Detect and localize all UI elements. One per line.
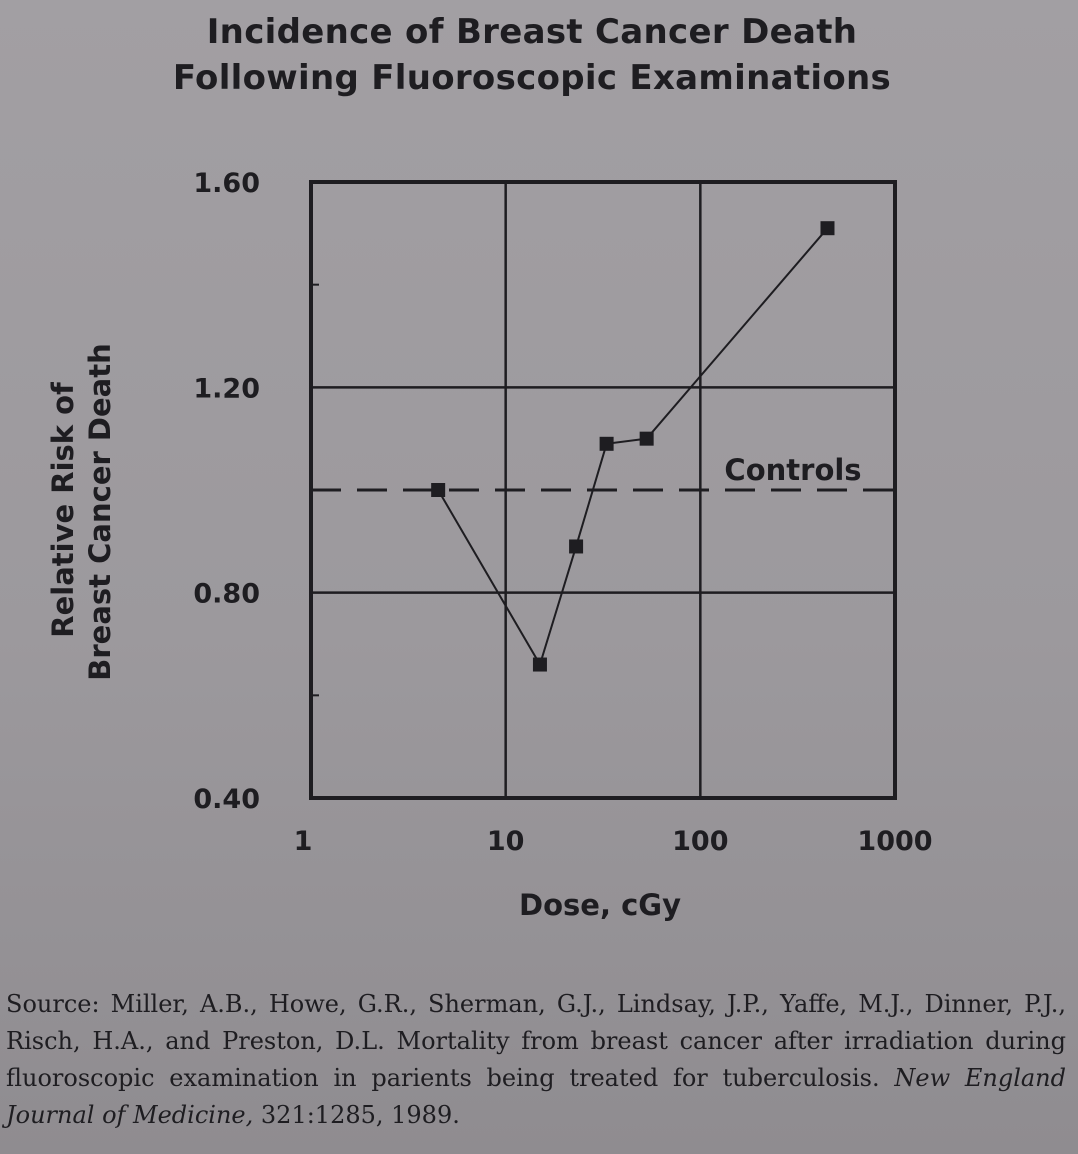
data-point-4	[600, 437, 614, 451]
x-tick-label-1000: 1000	[857, 826, 933, 857]
y-axis-label-line-2: Breast Cancer Death	[83, 343, 117, 681]
chart-title-line-1: Incidence of Breast Cancer Death	[206, 12, 858, 52]
x-axis-label: Dose, cGy	[519, 888, 681, 922]
y-axis-label-line-1: Relative Risk of	[46, 382, 80, 638]
data-point-6	[820, 221, 834, 235]
controls-label: Controls	[724, 453, 862, 487]
x-tick-label-10: 10	[486, 826, 525, 857]
chart-title-line-2: Following Fluoroscopic Examinations	[172, 58, 892, 98]
y-tick-label-1.60: 1.60	[193, 168, 260, 199]
data-point-2	[533, 658, 547, 672]
source-citation	[6, 986, 1066, 1134]
data-point-1	[431, 483, 445, 497]
source-citation-text: Source: Miller, A.B., Howe, G.R., Sherman, G.J., Lindsay, J.P., Yaffe, M.J., Dinner, P.J., Risch, H.A., and Preston, D.L. Mortality from breast cancer after irradiation during fluoroscopic examination in parients being treated for tuberculosis.	[6, 990, 1066, 1092]
x-tick-label-100: 100	[672, 826, 729, 857]
x-tick-label-1: 1	[293, 826, 313, 857]
y-tick-label-0.40: 0.40	[193, 784, 260, 815]
series-line	[438, 228, 827, 664]
series-fluoroscopy	[431, 221, 834, 671]
y-axis-ticks	[193, 168, 260, 815]
source-journal: New England Journal of Medicine,	[6, 1064, 1066, 1129]
data-point-5	[640, 432, 654, 446]
source-citation-volume: 321:1285, 1989.	[260, 1101, 460, 1129]
x-axis-ticks	[294, 826, 933, 857]
y-tick-label-1.20: 1.20	[193, 373, 260, 405]
y-tick-label-0.80: 0.80	[193, 578, 260, 610]
data-point-3	[569, 539, 583, 553]
